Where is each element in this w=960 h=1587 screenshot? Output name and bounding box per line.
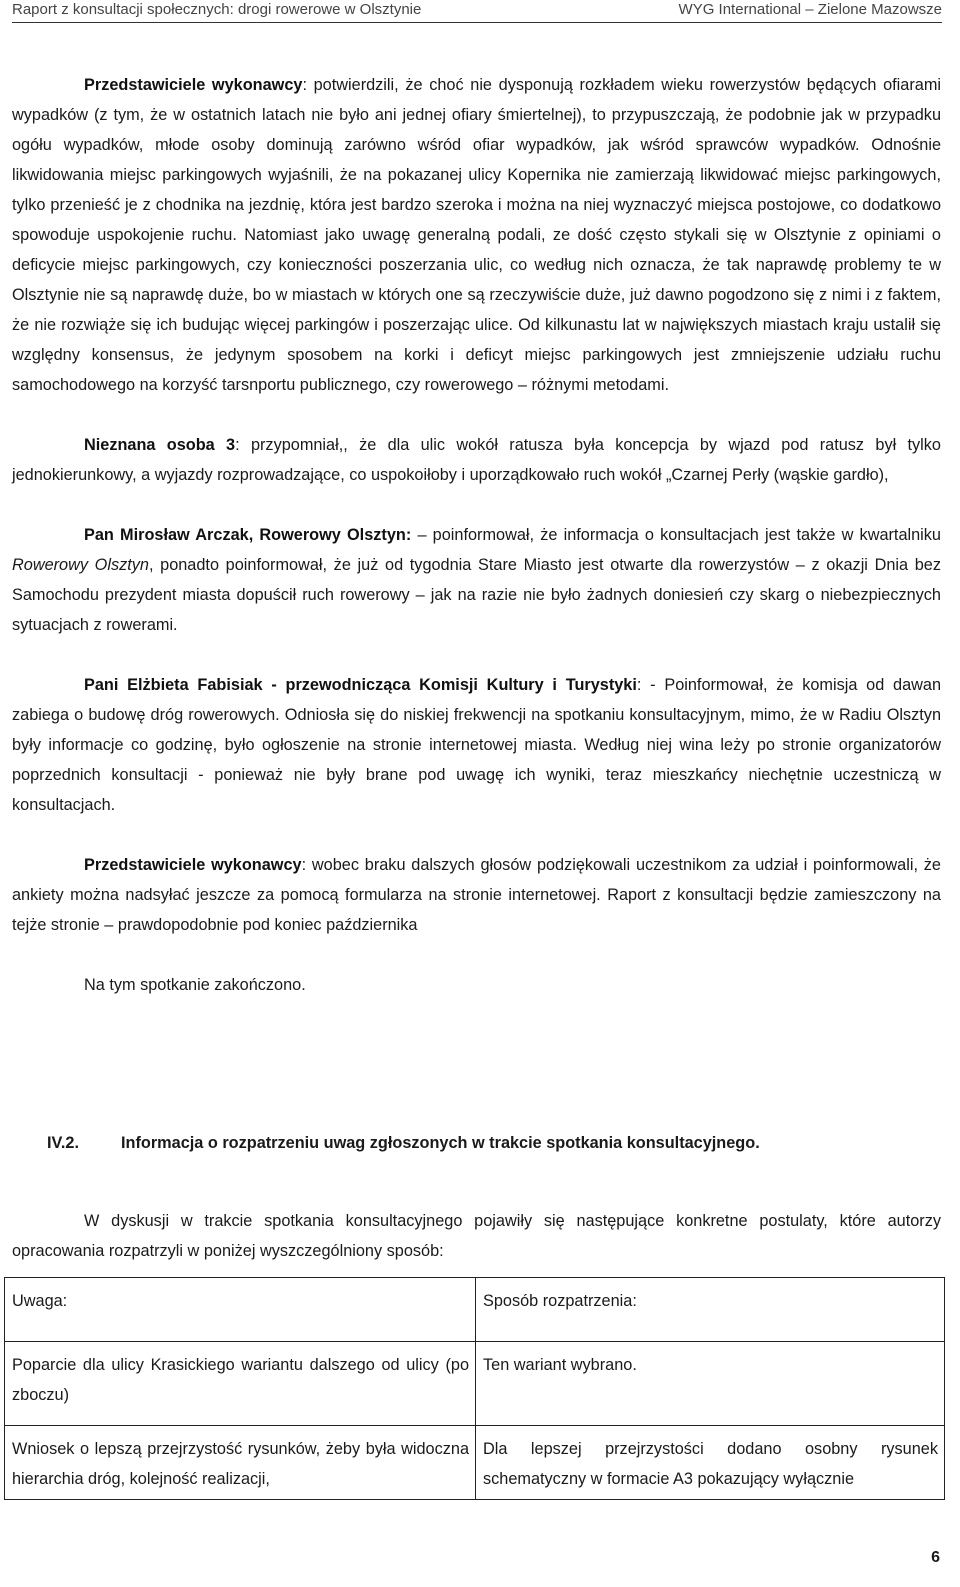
section-title: Informacja o rozpatrzeniu uwag zgłoszonych w trakcie spotkania konsultacyjnego. (121, 1134, 760, 1152)
paragraph-text: : potwierdzili, że choć nie dysponują rozkładem wieku rowerzystów będących ofiarami wypadków (z tym, że w ostatnich latach nie było ani jednej ofiary śmiertelnej), to przypuszczają, że podobnie jak w przypadku ogółu wypadków, młode osoby dominują zarówno wśród ofiar wypadków, jak wśród sprawców wypadków. Odnośnie likwidowania miejsc parkingowych wyjaśnili, że na pokazanej ulicy Kopernika nie zamierzają likwidować miejsc parkingowych, tylko przenieść je z chodnika na jezdnię, która jest bardzo szeroka i można na niej wyznaczyć miejsca postojowe, co dodatkowo spowoduje uspokojenie ruchu. Natomiast jako uwagę generalną podali, ze dość często stykali się w Olsztynie z opiniami o deficycie miejsc parkingowych, czy konieczności poszerzania ulic, co według nich oznacza, że tak naprawdę problemy te w Olsztynie nie są naprawdę duże, bo w miastach w których one są rzeczywiście duże, już dawno pogodzono się z nimi i z faktem, że nie rozwiąże się ich budując więcej parkingów i poszerzając ulice. Od kilkunastu lat w największych miastach kraju ustalił się względny konsensus, że jedynym sposobem na korki i deficyt miejsc parkingowych jest zmniejszenie udziału ruchu samochodowego na korzyść tarsnportu publicznego, czy rowerowego – różnymi metodami. (12, 76, 941, 394)
paragraph-fabisiak (12, 670, 941, 820)
table-header-cell-comment: Uwaga: (5, 1278, 476, 1342)
page-number: 6 (931, 1549, 940, 1566)
header-report-title: Raport z konsultacji społecznych: drogi rowerowe w Olsztynie (12, 1, 422, 18)
paragraph-text-continued: , ponadto poinformował, że już od tygodnia Stare Miasto jest otwarte dla rowerzystów – z okazji Dnia bez Samochodu prezydent miasta dopuścił ruch rowerowy – jak na razie nie było żadnych doniesień czy skarg o niebezpiecznych sytuacjach z rowerami. (12, 556, 941, 634)
paragraph-text: : - Poinformował, że komisja od dawan zabiega o budowę dróg rowerowych. Odniosła się do niskiej frekwencji na spotkaniu konsultacyjnym, mimo, że w Radiu Olsztyn były informacje co godzinę, było ogłoszenie na stronie internetowej miasta. Według niej wina leży po stronie organizatorów poprzednich konsultacji - ponieważ nie były brane pod uwagę ich wyniki, teraz mieszkańcy niechętnie uczestniczą w konsultacjach. (12, 676, 941, 814)
table-cell-comment: Wniosek o lepszą przejrzystość rysunków, żeby była widoczna hierarchia dróg, kolejność realizacji, (5, 1426, 476, 1500)
paragraph-text: : wobec braku dalszych głosów podziękowali uczestnikom za udział i poinformowali, że ankiety można nadsyłać jeszcze za pomocą formularza na stronie internetowej. Raport z konsultacji będzie zamieszczony na tejże stronie – prawdopodobnie pod koniec października (12, 856, 941, 934)
paragraph-contractor-closing (12, 850, 941, 940)
table-cell-resolution: Ten wariant wybrano. (476, 1342, 945, 1426)
paragraph-contractor-reply (12, 70, 941, 400)
speaker-name: Pani Elżbieta Fabisiak - przewodnicząca Komisji Kultury i Turystyki (84, 676, 637, 694)
table-header-cell-resolution: Sposób rozpatrzenia: (476, 1278, 945, 1342)
section-number: IV.2. (47, 1134, 79, 1152)
publication-title: Rowerowy Olsztyn (12, 556, 149, 574)
table-row (5, 1426, 945, 1500)
table-cell-resolution: Dla lepszej przejrzystości dodano osobny rysunek schematyczny w formacie A3 pokazujący wyłącznie (476, 1426, 945, 1500)
comments-table (4, 1277, 945, 1500)
header-authors: WYG International – Zielone Mazowsze (678, 1, 942, 18)
table-header-row (5, 1278, 945, 1342)
section-intro (12, 1206, 941, 1266)
document-body (12, 70, 941, 1000)
page-header (12, 0, 942, 23)
speaker-name: Przedstawiciele wykonawcy (84, 856, 302, 874)
paragraph-meeting-end: Na tym spotkanie zakończono. (84, 976, 306, 994)
paragraph-text: : przypomniał,, że dla ulic wokół ratusza była koncepcja by wjazd pod ratusz był tylko jednokierunkowy, a wyjazdy rozprowadzające, co uspokoiłoby i uporządkowało ruch wokół „Czarnej Perły (wąskie gardło), (12, 436, 941, 484)
paragraph-text: – poinformował, że informacja o konsultacjach jest także w kwartalniku (411, 526, 941, 544)
speaker-name: Pan Mirosław Arczak, Rowerowy Olsztyn: (84, 526, 412, 544)
paragraph-arczak (12, 520, 941, 640)
speaker-name: Przedstawiciele wykonawcy (84, 76, 303, 94)
paragraph-unknown-person (12, 430, 941, 490)
table-row (5, 1342, 945, 1426)
table-cell-comment: Poparcie dla ulicy Krasickiego wariantu dalszego od ulicy (po zboczu) (5, 1342, 476, 1426)
intro-text: W dyskusji w trakcie spotkania konsultacyjnego pojawiły się następujące konkretne postulaty, które autorzy opracowania rozpatrzyli w poniżej wyszczególniony sposób: (12, 1212, 941, 1260)
speaker-name: Nieznana osoba 3 (84, 436, 236, 454)
